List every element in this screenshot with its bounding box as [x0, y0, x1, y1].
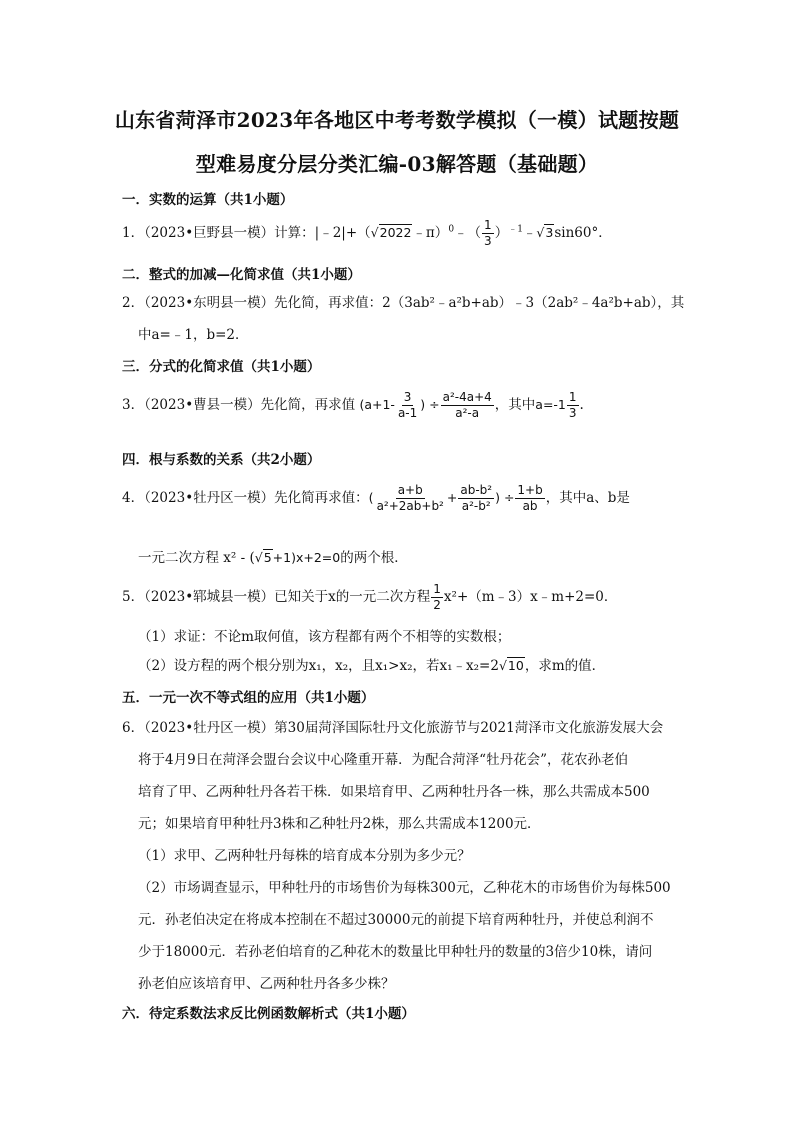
q3-mid: ，其中 [494, 397, 536, 413]
question-4-line-1: 4．（2023•牡丹区一模）先化简再求值：( $\frac{a+b}{\text{a²+2ab+b²}}$ + $\frac{\text{ab-b²}}{\text{a²-b²}}$ ) ÷ $\frac{1+b}{ab}$ ，其中a、b是 [122, 483, 630, 513]
section-heading-1: 一．实数的运算（共1小题） [122, 192, 294, 208]
q4-fraction-1: $\frac{a+b}{\text{a²+2ab+b²}}$ [376, 483, 444, 513]
q3-a-value: a=-1 [535, 397, 566, 412]
q3-paren-open: (a+1- [359, 397, 395, 412]
q1-mid2: ﹣（ [454, 225, 482, 241]
question-5-part-1: （1）求证：不论m取何值，该方程都有两个不相等的实数根； [138, 629, 511, 645]
section-heading-4: 四．根与系数的关系（共2小题） [122, 452, 321, 468]
q4-fraction-3: $\frac{1+b}{ab}$ [517, 483, 543, 513]
question-6-line-1: 6．（2023•牡丹区一模）第30届菏泽国际牡丹文化旅游节与2021菏泽市文化旅游发展大会 [122, 720, 664, 736]
q4-sqrt-5: 5 [263, 550, 272, 565]
q5-p2-end: ，求m的值． [524, 658, 606, 674]
q5-prefix: 5．（2023•郓城县一模）已知关于x的一元二次方程 [122, 589, 431, 605]
q5-p2-start: （2）设方程的两个根分别为x₁，x₂，且x₁>x₂，若x₁﹣x₂=2 [138, 658, 499, 674]
q1-exp-0: 0 [448, 224, 455, 235]
section-heading-2: 二．整式的加减—化简求值（共1小题） [122, 267, 361, 283]
q3-fraction-1: $\frac{3}{a-1}$ [397, 390, 418, 420]
q4-line2-tail: 的两个根． [340, 550, 408, 566]
q1-mid1: ﹣π） [412, 225, 449, 241]
question-2-line-2: 中a=﹣1，b=2． [138, 327, 249, 343]
document-title-line-1: 山东省菏泽市2023年各地区中考考数学模拟（一模）试题按题 [114, 108, 680, 132]
q4-divide: ) ÷ [495, 490, 515, 505]
q3-prefix: 3．（2023•曹县一模）先化简，再求值 [122, 397, 356, 413]
question-6-part-2-line-2: 元．孙老伯决定在将成本控制在不超过30000元的前提下培育两种牡丹，并使总利润不 [138, 912, 654, 928]
section-heading-6: 六．待定系数法求反比例函数解析式（共1小题） [122, 1006, 415, 1022]
q5-tail: x²+（m﹣3）x﹣m+2=0． [443, 589, 618, 605]
question-6-part-2-line-1: （2）市场调查显示，甲种牡丹的市场售价为每株300元，乙种花木的市场售价为每株500 [138, 880, 671, 896]
q4-equation-end: +1)x+2=0 [272, 550, 341, 565]
q5-fraction: $\frac{1}{2}$ [433, 582, 441, 612]
q1-mid3: ） [494, 225, 509, 241]
section-heading-5: 五．一元一次不等式组的应用（共1小题） [122, 690, 375, 706]
question-4-line-2: 一元二次方程 x² - (√5+1)x+2=0的两个根． [138, 550, 408, 566]
q3-end: . [579, 397, 584, 413]
q1-mid4: ﹣ [522, 225, 537, 241]
question-5-part-2: （2）设方程的两个根分别为x₁，x₂，且x₁>x₂，若x₁﹣x₂=2√10，求m的值． [138, 658, 606, 674]
q4-tail: ，其中a、b是 [545, 490, 630, 506]
q1-prefix: 1．（2023•巨野县一模）计算：|﹣2|+（ [122, 225, 371, 241]
q3-divide: ) ÷ [420, 397, 440, 412]
question-3 [122, 390, 584, 421]
q1-tail: sin60°． [554, 225, 612, 241]
q1-sqrt-3: 3 [545, 225, 554, 240]
q3-fraction-3: $\frac{1}{3}$ [568, 390, 577, 420]
question-6-line-4: 元；如果培育甲种牡丹3株和乙种牡丹2株，那么共需成本1200元． [138, 816, 541, 832]
question-1: 1．（2023•巨野县一模）计算：|﹣2|+（√2022﹣π）$^0$﹣（ $\frac{1}{3}$ ）$^{﹣1}$﹣√3sin60°． [122, 218, 612, 248]
document-title-line-2: 型难易度分层分类汇编-03解答题（基础题） [195, 152, 599, 176]
question-6-line-2: 将于4月9日在菏泽会盟台会议中心隆重开幕．为配合菏泽“牡丹花会”，花农孙老伯 [138, 752, 628, 768]
question-6-part-2-line-4: 孙老伯应该培育甲、乙两种牡丹各多少株？ [138, 976, 395, 992]
q3-fraction-2: $\frac{\text{a²-4a+4}}{\text{a²-a}}$ [442, 390, 492, 420]
question-5 [122, 582, 617, 613]
section-heading-3: 三．分式的化简求值（共1小题） [122, 359, 321, 375]
q5-sqrt-10: 10 [507, 658, 524, 673]
q4-plus: + [446, 490, 458, 505]
question-2-line-1: 2．（2023•东明县一模）先化简，再求值：2（3ab²﹣a²b+ab）﹣3（2ab²﹣4a²b+ab），其 [122, 295, 685, 311]
q4-equation-start: 一元二次方程 x² - ( [138, 550, 255, 566]
question-6-part-1: （1）求甲、乙两种牡丹每株的培育成本分别为多少元？ [138, 848, 471, 864]
question-6-part-2-line-3: 少于18000元．若孙老伯培育的乙种花木的数量比甲种牡丹的数量的3倍少10株，请问 [138, 944, 653, 960]
q4-fraction-2: $\frac{\text{ab-b²}}{\text{a²-b²}}$ [460, 483, 493, 513]
q4-prefix: 4．（2023•牡丹区一模）先化简再求值： [122, 490, 369, 506]
question-6-line-3: 培育了甲、乙两种牡丹各若干株．如果培育甲、乙两种牡丹各一株，那么共需成本500 [138, 784, 650, 800]
q1-sqrt-2022: 2022 [379, 225, 412, 240]
q1-fraction: $\frac{1}{3}$ [484, 218, 492, 248]
q1-exp-neg1: ﹣1 [508, 224, 523, 235]
